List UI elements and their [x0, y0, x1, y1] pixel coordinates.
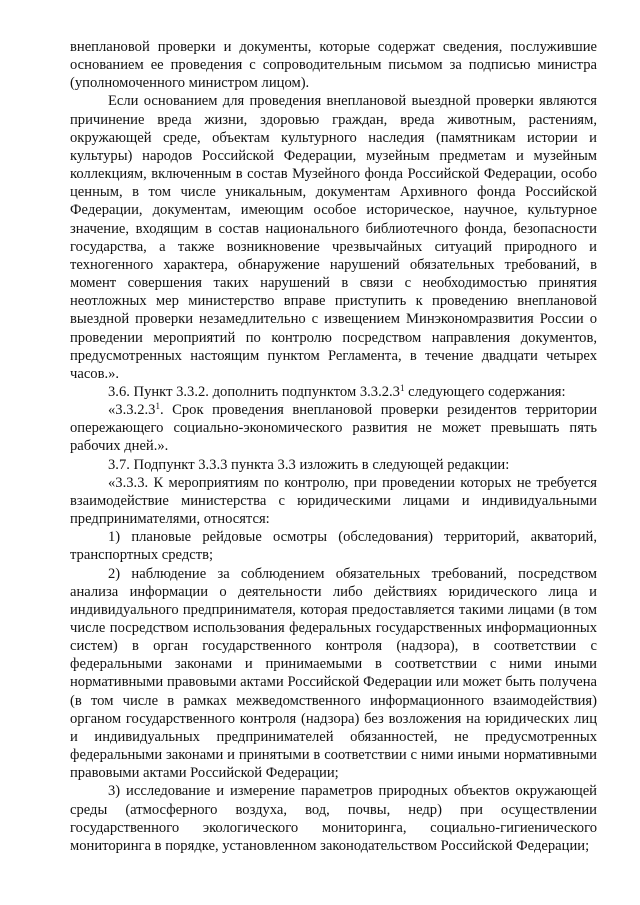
paragraph-3-text-b: следующего содержания:: [404, 383, 566, 400]
list-item-2: 2) наблюдение за соблюдением обязательных требований, посредством анализа информации о деятельности либо действиях юридического лица и индивидуального предпринимателя, которая предоставляется такими лицами (в том числе посредством использования федеральных государственных информационных систем) в орган государственного контроля (надзора), в соответствии с федеральными законами и принимаемыми в соответствии с ними иными нормативными правовыми актами Российской Федерации или может быть получена (в том числе в рамках межведомственного информационного взаимодействия) органом государственного контроля (надзора) без возложения на юридических лиц и индивидуальных предпринимателей обязанностей, не предусмотренных федеральными законами и принятыми в соответствии с ними иными нормативными правовыми актами Российской Федерации;: [70, 565, 597, 782]
paragraph-4: [70, 401, 597, 455]
document-page: [70, 38, 597, 855]
paragraph-4-text-a: «3.3.2.3: [108, 402, 156, 419]
paragraph-3: [70, 383, 597, 401]
superscript-1: 1: [155, 401, 160, 412]
list-item-1: 1) плановые рейдовые осмотры (обследования) территорий, акваторий, транспортных средств;: [70, 529, 597, 564]
paragraph-6: «3.3.3. К мероприятиям по контролю, при проведении которых не требуется взаимодействие министерства с юридическими лицами и индивидуальными предпринимателями, относятся:: [70, 474, 597, 528]
paragraph-1: внеплановой проверки и документы, которые содержат сведения, послужившие основанием ее проведения с сопроводительным письмом за подписью министра (уполномоченного министром лицом).: [70, 39, 597, 92]
paragraph-3-text-a: 3.6. Пункт 3.3.2. дополнить подпунктом 3.3.2.3: [108, 383, 400, 400]
superscript-1: 1: [399, 382, 405, 393]
paragraph-4-text-b: . Срок проведения внеплановой проверки резидентов территории опережающего социально-экономического развития не может превышать пять рабочих дней.».: [70, 402, 597, 455]
paragraph-2: Если основанием для проведения внеплановой выездной проверки являются причинение вреда жизни, здоровью граждан, вреда животным, растениям, окружающей среде, объектам культурного наследия (памятникам истории и культуры) народов Российской Федерации, музейным предметам и музейным коллекциям, включенным в состав Музейного фонда Российской Федерации, особо ценным, в том числе уникальным, документам Архивного фонда Российской Федерации, документам, имеющим особое историческое, научное, культурное значение, входящим в состав национального библиотечного фонда, безопасности государства, а также возникновение чрезвычайных ситуаций природного и техногенного характера, обнаружение нарушений обязательных требований, в момент совершения таких нарушений в связи с необходимостью принятия неотложных мер министерство вправе приступить к проведению внеплановой выездной проверки незамедлительно с извещением Минэкономразвития России о проведении мероприятий по контролю посредством направления документов, предусмотренных настоящим пунктом Регламента, в течение двадцати четырех часов.».: [70, 93, 597, 382]
paragraph-5: 3.7. Подпункт 3.3.3 пункта 3.3 изложить в следующей редакции:: [108, 456, 510, 473]
list-item-3: 3) исследование и измерение параметров природных объектов окружающей среды (атмосферного воздуха, вод, почвы, недр) при осуществлении государственного экологического мониторинга, социально-гигиенического мониторинга в порядке, установленном законодательством Российской Федерации;: [70, 783, 597, 854]
